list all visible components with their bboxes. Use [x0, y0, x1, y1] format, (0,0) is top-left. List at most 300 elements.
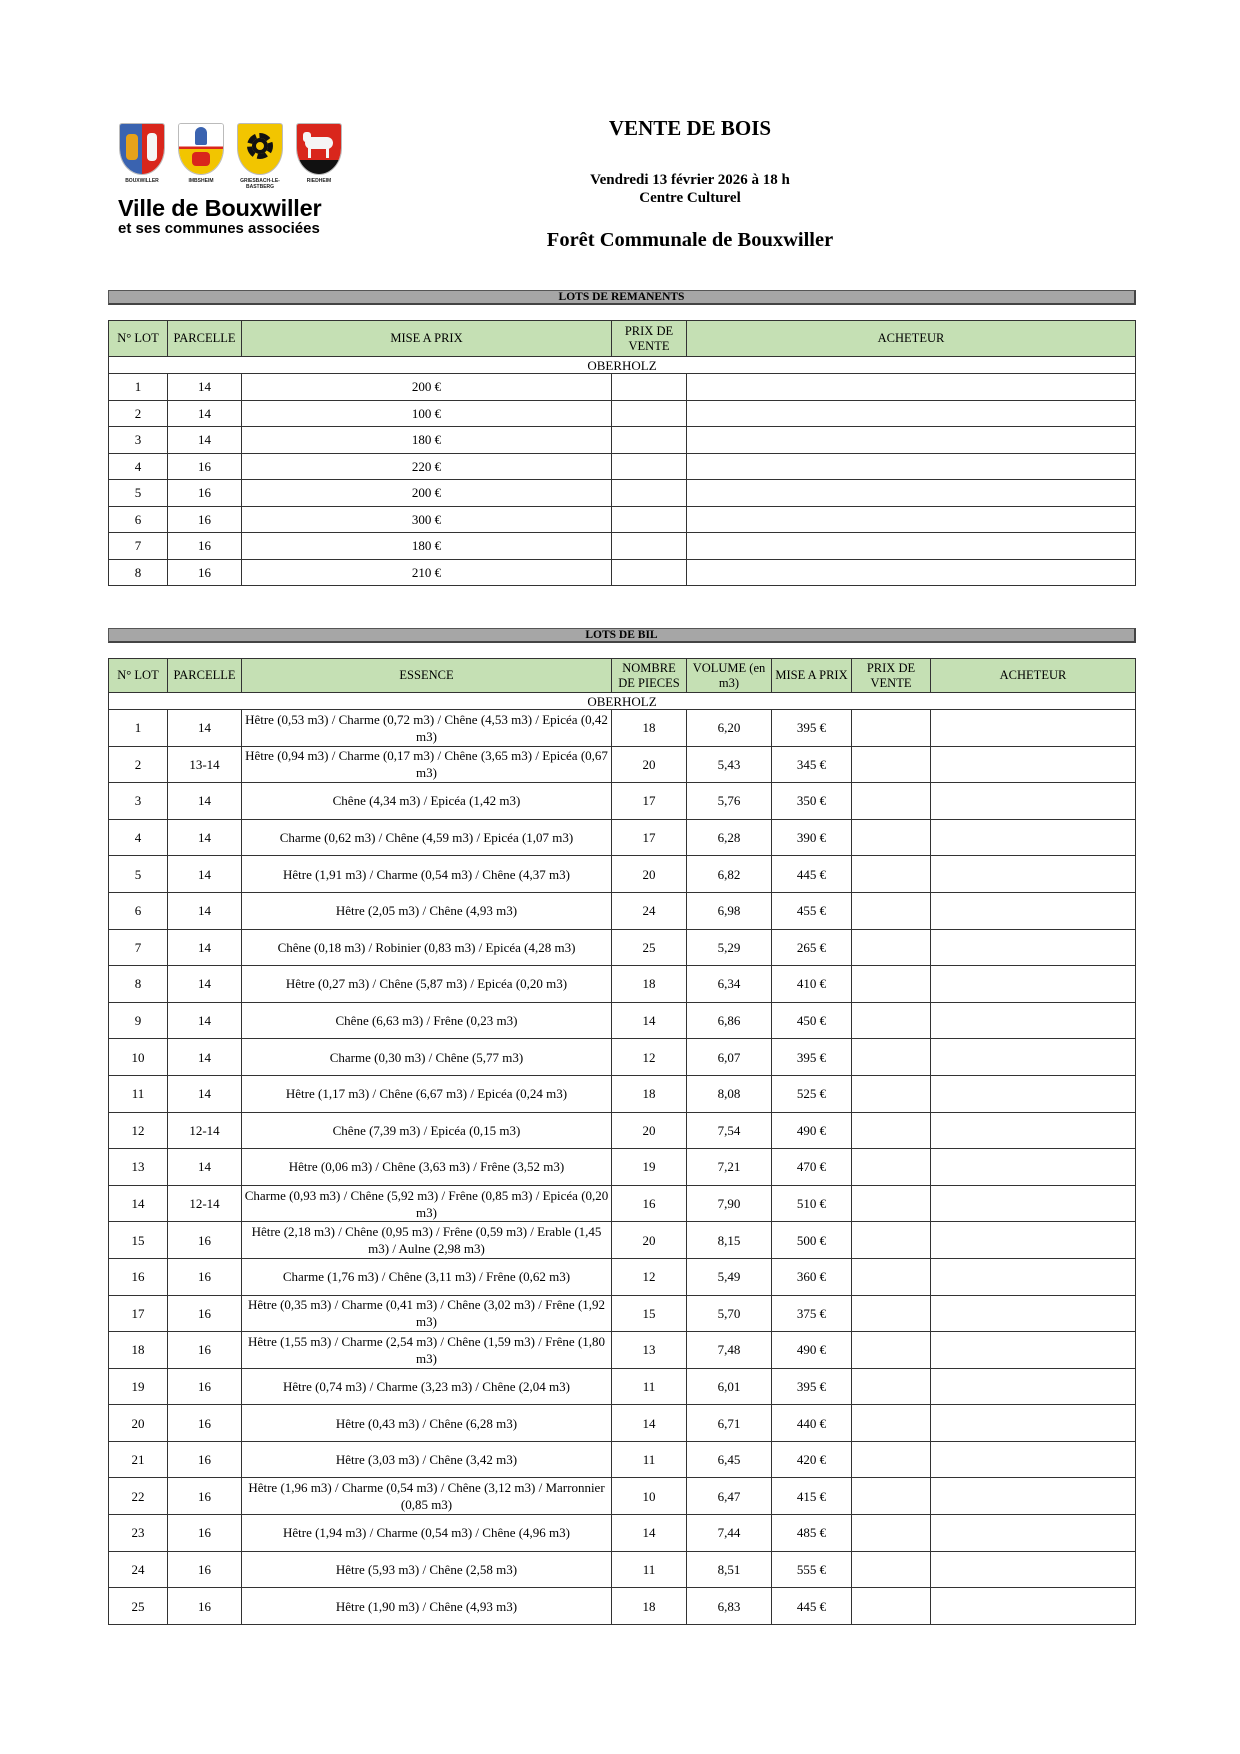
- commune-label: GRIESBACH-LE-BASTBERG: [240, 178, 280, 190]
- remanents-table: [108, 320, 1136, 586]
- cell-prix-de-vente[interactable]: [852, 1368, 931, 1405]
- cell-acheteur[interactable]: [687, 427, 1136, 454]
- table-row: [109, 1478, 1136, 1515]
- cell-lot: 7: [109, 533, 168, 560]
- cell-nombre-pieces: 14: [612, 1515, 687, 1552]
- cell-parcelle: 13-14: [168, 746, 242, 783]
- cell-prix-de-vente[interactable]: [852, 929, 931, 966]
- cell-parcelle: 14: [168, 929, 242, 966]
- cell-volume: 6,20: [687, 710, 772, 747]
- coat-of-arms-imbsheim: [179, 124, 223, 190]
- cell-parcelle: 16: [168, 453, 242, 480]
- cell-lot: 2: [109, 746, 168, 783]
- cell-lot: 5: [109, 856, 168, 893]
- table-row: [109, 1405, 1136, 1442]
- col-header-nombre-pieces: NOMBRE DE PIECES: [612, 659, 687, 693]
- cell-parcelle: 16: [168, 1441, 242, 1478]
- cell-nombre-pieces: 12: [612, 1039, 687, 1076]
- cell-acheteur[interactable]: [931, 1332, 1136, 1369]
- cell-mise-a-prix: 350 €: [772, 783, 852, 820]
- cell-mise-a-prix: 100 €: [242, 400, 612, 427]
- cell-acheteur[interactable]: [931, 1515, 1136, 1552]
- table-row: [109, 1149, 1136, 1186]
- cell-prix-de-vente[interactable]: [852, 1515, 931, 1552]
- table-row: [109, 400, 1136, 427]
- cell-acheteur[interactable]: [931, 1222, 1136, 1259]
- cell-essence: Charme (0,62 m3) / Chêne (4,59 m3) / Epicéa (1,07 m3): [242, 819, 612, 856]
- cell-parcelle: 14: [168, 427, 242, 454]
- cell-volume: 6,07: [687, 1039, 772, 1076]
- cell-essence: Hêtre (1,55 m3) / Charme (2,54 m3) / Chêne (1,59 m3) / Frêne (1,80 m3): [242, 1332, 612, 1369]
- table-row: [109, 1112, 1136, 1149]
- col-header-mise-a-prix: MISE A PRIX: [242, 321, 612, 357]
- cell-prix-de-vente[interactable]: [852, 856, 931, 893]
- table-row: [109, 374, 1136, 401]
- cell-essence: Chêne (7,39 m3) / Epicéa (0,15 m3): [242, 1112, 612, 1149]
- cell-prix-de-vente[interactable]: [612, 427, 687, 454]
- cell-parcelle: 14: [168, 1002, 242, 1039]
- cell-nombre-pieces: 24: [612, 892, 687, 929]
- table-row: [109, 1368, 1136, 1405]
- table-header-row: [109, 659, 1136, 693]
- event-venue: Centre Culturel: [639, 190, 741, 206]
- col-header-acheteur: ACHETEUR: [687, 321, 1136, 357]
- cell-parcelle: 16: [168, 1515, 242, 1552]
- cell-prix-de-vente[interactable]: [852, 892, 931, 929]
- cell-essence: Hêtre (2,18 m3) / Chêne (0,95 m3) / Frêne (0,59 m3) / Erable (1,45 m3) / Aulne (2,98 m3): [242, 1222, 612, 1259]
- col-header-mise-a-prix: MISE A PRIX: [772, 659, 852, 693]
- cell-volume: 7,44: [687, 1515, 772, 1552]
- cell-mise-a-prix: 450 €: [772, 1002, 852, 1039]
- cell-mise-a-prix: 555 €: [772, 1551, 852, 1588]
- cell-acheteur[interactable]: [931, 1478, 1136, 1515]
- cell-acheteur[interactable]: [931, 1588, 1136, 1625]
- shield-icon: [297, 124, 341, 174]
- table-row: [109, 966, 1136, 1003]
- cell-volume: 5,76: [687, 783, 772, 820]
- cell-prix-de-vente[interactable]: [852, 1112, 931, 1149]
- cell-prix-de-vente[interactable]: [852, 1478, 931, 1515]
- cell-mise-a-prix: 200 €: [242, 480, 612, 507]
- cell-nombre-pieces: 17: [612, 819, 687, 856]
- cell-lot: 25: [109, 1588, 168, 1625]
- cell-acheteur[interactable]: [931, 710, 1136, 747]
- commune-label: BOUXWILLER: [125, 178, 159, 184]
- cell-mise-a-prix: 420 €: [772, 1441, 852, 1478]
- cell-mise-a-prix: 485 €: [772, 1515, 852, 1552]
- cell-essence: Hêtre (0,27 m3) / Chêne (5,87 m3) / Epicéa (0,20 m3): [242, 966, 612, 1003]
- table-row: [109, 929, 1136, 966]
- cell-prix-de-vente[interactable]: [612, 374, 687, 401]
- cell-prix-de-vente[interactable]: [612, 400, 687, 427]
- cell-nombre-pieces: 20: [612, 746, 687, 783]
- section-bar-remanents: LOTS DE REMANENTS: [108, 290, 1136, 305]
- table-row: [109, 1222, 1136, 1259]
- cell-volume: 6,86: [687, 1002, 772, 1039]
- cell-parcelle: 16: [168, 559, 242, 586]
- cell-acheteur[interactable]: [931, 746, 1136, 783]
- cell-parcelle: 16: [168, 1405, 242, 1442]
- cell-acheteur[interactable]: [931, 1551, 1136, 1588]
- shield-icon: [120, 124, 164, 174]
- cell-lot: 7: [109, 929, 168, 966]
- cell-parcelle: 14: [168, 966, 242, 1003]
- cell-acheteur[interactable]: [687, 533, 1136, 560]
- cell-parcelle: 16: [168, 533, 242, 560]
- cell-mise-a-prix: 360 €: [772, 1258, 852, 1295]
- cell-acheteur[interactable]: [931, 1002, 1136, 1039]
- cell-lot: 22: [109, 1478, 168, 1515]
- cell-nombre-pieces: 16: [612, 1185, 687, 1222]
- cell-essence: Hêtre (2,05 m3) / Chêne (4,93 m3): [242, 892, 612, 929]
- cell-parcelle: 14: [168, 400, 242, 427]
- cell-prix-de-vente[interactable]: [612, 506, 687, 533]
- cell-lot: 11: [109, 1075, 168, 1112]
- cell-essence: Chêne (6,63 m3) / Frêne (0,23 m3): [242, 1002, 612, 1039]
- coat-of-arms-griesbach: [238, 124, 282, 190]
- cell-prix-de-vente[interactable]: [852, 1295, 931, 1332]
- cell-prix-de-vente[interactable]: [852, 1405, 931, 1442]
- table-row: [109, 506, 1136, 533]
- cell-lot: 1: [109, 374, 168, 401]
- cell-nombre-pieces: 13: [612, 1332, 687, 1369]
- cell-essence: Chêne (0,18 m3) / Robinier (0,83 m3) / Epicéa (4,28 m3): [242, 929, 612, 966]
- cell-acheteur[interactable]: [687, 506, 1136, 533]
- cell-nombre-pieces: 11: [612, 1551, 687, 1588]
- cell-essence: Hêtre (1,90 m3) / Chêne (4,93 m3): [242, 1588, 612, 1625]
- cell-volume: 6,45: [687, 1441, 772, 1478]
- cell-lot: 5: [109, 480, 168, 507]
- cell-mise-a-prix: 210 €: [242, 559, 612, 586]
- cell-mise-a-prix: 395 €: [772, 1039, 852, 1076]
- cell-lot: 13: [109, 1149, 168, 1186]
- cell-mise-a-prix: 390 €: [772, 819, 852, 856]
- cell-mise-a-prix: 395 €: [772, 710, 852, 747]
- cell-essence: Hêtre (0,35 m3) / Charme (0,41 m3) / Chêne (3,02 m3) / Frêne (1,92 m3): [242, 1295, 612, 1332]
- cell-mise-a-prix: 500 €: [772, 1222, 852, 1259]
- cell-prix-de-vente[interactable]: [852, 1185, 931, 1222]
- col-header-lot: N° LOT: [109, 659, 168, 693]
- cell-lot: 15: [109, 1222, 168, 1259]
- cell-parcelle: 12-14: [168, 1185, 242, 1222]
- cell-parcelle: 16: [168, 1332, 242, 1369]
- table-row: [109, 453, 1136, 480]
- cell-essence: Chêne (4,34 m3) / Epicéa (1,42 m3): [242, 783, 612, 820]
- table-row: [109, 1588, 1136, 1625]
- cell-acheteur[interactable]: [931, 819, 1136, 856]
- cell-prix-de-vente[interactable]: [852, 1551, 931, 1588]
- cell-parcelle: 14: [168, 856, 242, 893]
- cell-parcelle: 16: [168, 1551, 242, 1588]
- cell-mise-a-prix: 300 €: [242, 506, 612, 533]
- cell-volume: 8,08: [687, 1075, 772, 1112]
- cell-nombre-pieces: 20: [612, 1112, 687, 1149]
- coat-of-arms-riedheim: [297, 124, 341, 190]
- cell-nombre-pieces: 18: [612, 1588, 687, 1625]
- table-row: [109, 533, 1136, 560]
- cell-acheteur[interactable]: [931, 1112, 1136, 1149]
- location-label: OBERHOLZ: [109, 693, 1136, 710]
- cell-nombre-pieces: 19: [612, 1149, 687, 1186]
- cell-mise-a-prix: 265 €: [772, 929, 852, 966]
- cell-acheteur[interactable]: [931, 1039, 1136, 1076]
- cell-lot: 4: [109, 453, 168, 480]
- cell-mise-a-prix: 180 €: [242, 427, 612, 454]
- cell-nombre-pieces: 18: [612, 966, 687, 1003]
- cell-acheteur[interactable]: [931, 1405, 1136, 1442]
- cell-parcelle: 16: [168, 1478, 242, 1515]
- cell-mise-a-prix: 395 €: [772, 1368, 852, 1405]
- cell-lot: 19: [109, 1368, 168, 1405]
- cell-lot: 1: [109, 710, 168, 747]
- col-header-parcelle: PARCELLE: [168, 659, 242, 693]
- cell-prix-de-vente[interactable]: [852, 1588, 931, 1625]
- cell-prix-de-vente[interactable]: [852, 1332, 931, 1369]
- cell-acheteur[interactable]: [931, 783, 1136, 820]
- cell-essence: Hêtre (1,17 m3) / Chêne (6,67 m3) / Epicéa (0,24 m3): [242, 1075, 612, 1112]
- cell-acheteur[interactable]: [931, 856, 1136, 893]
- commune-label: RIEDHEIM: [306, 178, 332, 184]
- cell-acheteur[interactable]: [931, 1368, 1136, 1405]
- section-bar-bil: LOTS DE BIL: [108, 628, 1136, 643]
- table-row: [109, 710, 1136, 747]
- table-row: [109, 892, 1136, 929]
- cell-lot: 18: [109, 1332, 168, 1369]
- cell-prix-de-vente[interactable]: [852, 1002, 931, 1039]
- cell-mise-a-prix: 375 €: [772, 1295, 852, 1332]
- cell-nombre-pieces: 20: [612, 1222, 687, 1259]
- cell-prix-de-vente[interactable]: [852, 1441, 931, 1478]
- table-row: [109, 427, 1136, 454]
- table-row: [109, 1295, 1136, 1332]
- cell-prix-de-vente[interactable]: [852, 1222, 931, 1259]
- cell-volume: 6,83: [687, 1588, 772, 1625]
- cell-lot: 14: [109, 1185, 168, 1222]
- cell-mise-a-prix: 525 €: [772, 1075, 852, 1112]
- cell-lot: 16: [109, 1258, 168, 1295]
- cell-parcelle: 16: [168, 506, 242, 533]
- cell-acheteur[interactable]: [687, 374, 1136, 401]
- logo-title: Ville de Bouxwiller: [118, 195, 322, 221]
- cell-lot: 9: [109, 1002, 168, 1039]
- cell-prix-de-vente[interactable]: [852, 1039, 931, 1076]
- event-details: [480, 171, 900, 207]
- cell-acheteur[interactable]: [931, 1441, 1136, 1478]
- cell-prix-de-vente[interactable]: [612, 453, 687, 480]
- cell-acheteur[interactable]: [931, 1185, 1136, 1222]
- cell-lot: 6: [109, 506, 168, 533]
- cell-acheteur[interactable]: [931, 1075, 1136, 1112]
- table-row: [109, 559, 1136, 586]
- shield-icon: [179, 124, 223, 174]
- cell-lot: 17: [109, 1295, 168, 1332]
- coat-of-arms-row: [120, 124, 350, 190]
- cell-mise-a-prix: 180 €: [242, 533, 612, 560]
- cell-mise-a-prix: 490 €: [772, 1332, 852, 1369]
- cell-acheteur[interactable]: [687, 480, 1136, 507]
- shield-icon: [238, 124, 282, 174]
- cell-mise-a-prix: 470 €: [772, 1149, 852, 1186]
- table-row: [109, 1185, 1136, 1222]
- cell-mise-a-prix: 445 €: [772, 1588, 852, 1625]
- cell-nombre-pieces: 20: [612, 856, 687, 893]
- cell-volume: 5,49: [687, 1258, 772, 1295]
- table-row: [109, 1002, 1136, 1039]
- cell-prix-de-vente[interactable]: [852, 1258, 931, 1295]
- location-row: [109, 357, 1136, 374]
- cell-lot: 3: [109, 783, 168, 820]
- cell-acheteur[interactable]: [687, 400, 1136, 427]
- cell-nombre-pieces: 12: [612, 1258, 687, 1295]
- table-row: [109, 1039, 1136, 1076]
- cell-prix-de-vente[interactable]: [852, 746, 931, 783]
- cell-parcelle: 16: [168, 1588, 242, 1625]
- cell-volume: 5,29: [687, 929, 772, 966]
- cell-parcelle: 14: [168, 1075, 242, 1112]
- cell-mise-a-prix: 455 €: [772, 892, 852, 929]
- cell-parcelle: 14: [168, 374, 242, 401]
- cell-essence: Hêtre (1,96 m3) / Charme (0,54 m3) / Chêne (3,12 m3) / Marronnier (0,85 m3): [242, 1478, 612, 1515]
- cell-parcelle: 14: [168, 783, 242, 820]
- commune-label: IMBSHEIM: [188, 178, 214, 184]
- cell-essence: Charme (1,76 m3) / Chêne (3,11 m3) / Frêne (0,62 m3): [242, 1258, 612, 1295]
- table-row: [109, 856, 1136, 893]
- table-row: [109, 1075, 1136, 1112]
- cell-mise-a-prix: 220 €: [242, 453, 612, 480]
- cell-parcelle: 16: [168, 1258, 242, 1295]
- cell-essence: Hêtre (0,74 m3) / Charme (3,23 m3) / Chêne (2,04 m3): [242, 1368, 612, 1405]
- col-header-lot: N° LOT: [109, 321, 168, 357]
- location-row: [109, 693, 1136, 710]
- cell-lot: 10: [109, 1039, 168, 1076]
- cell-prix-de-vente[interactable]: [852, 966, 931, 1003]
- table-header-row: [109, 321, 1136, 357]
- cell-volume: 8,15: [687, 1222, 772, 1259]
- document-title: VENTE DE BOIS: [608, 116, 772, 140]
- cell-lot: 20: [109, 1405, 168, 1442]
- cell-essence: Hêtre (0,94 m3) / Charme (0,17 m3) / Chêne (3,65 m3) / Epicéa (0,67 m3): [242, 746, 612, 783]
- cell-lot: 24: [109, 1551, 168, 1588]
- cell-acheteur[interactable]: [931, 1149, 1136, 1186]
- cell-prix-de-vente[interactable]: [852, 710, 931, 747]
- cell-acheteur[interactable]: [931, 892, 1136, 929]
- col-header-prix-de-vente: PRIX DE VENTE: [612, 321, 687, 357]
- cell-mise-a-prix: 440 €: [772, 1405, 852, 1442]
- cell-acheteur[interactable]: [931, 1258, 1136, 1295]
- cell-nombre-pieces: 10: [612, 1478, 687, 1515]
- cell-volume: 5,43: [687, 746, 772, 783]
- cell-essence: Hêtre (0,06 m3) / Chêne (3,63 m3) / Frêne (3,52 m3): [242, 1149, 612, 1186]
- cell-parcelle: 12-14: [168, 1112, 242, 1149]
- cell-prix-de-vente[interactable]: [852, 783, 931, 820]
- cell-volume: 6,47: [687, 1478, 772, 1515]
- cell-acheteur[interactable]: [931, 929, 1136, 966]
- cell-volume: 6,98: [687, 892, 772, 929]
- table-row: [109, 1332, 1136, 1369]
- table-row: [109, 746, 1136, 783]
- cell-parcelle: 14: [168, 819, 242, 856]
- cell-nombre-pieces: 14: [612, 1405, 687, 1442]
- cell-nombre-pieces: 18: [612, 1075, 687, 1112]
- cell-acheteur[interactable]: [687, 453, 1136, 480]
- forest-name: Forêt Communale de Bouxwiller: [546, 229, 834, 251]
- coat-of-arms-bouxwiller: [120, 124, 164, 190]
- cell-nombre-pieces: 15: [612, 1295, 687, 1332]
- cell-essence: Hêtre (0,43 m3) / Chêne (6,28 m3): [242, 1405, 612, 1442]
- cell-lot: 8: [109, 966, 168, 1003]
- cell-parcelle: 14: [168, 892, 242, 929]
- cell-lot: 6: [109, 892, 168, 929]
- cell-lot: 23: [109, 1515, 168, 1552]
- cell-lot: 8: [109, 559, 168, 586]
- cell-lot: 3: [109, 427, 168, 454]
- cell-essence: Hêtre (0,53 m3) / Charme (0,72 m3) / Chêne (4,53 m3) / Epicéa (0,42 m3): [242, 710, 612, 747]
- municipal-logo: [118, 124, 350, 237]
- cell-mise-a-prix: 445 €: [772, 856, 852, 893]
- cell-volume: 7,21: [687, 1149, 772, 1186]
- col-header-essence: ESSENCE: [242, 659, 612, 693]
- cell-prix-de-vente[interactable]: [612, 533, 687, 560]
- cell-volume: 7,90: [687, 1185, 772, 1222]
- bil-table: [108, 658, 1136, 1625]
- table-row: [109, 1515, 1136, 1552]
- col-header-volume: VOLUME (en m3): [687, 659, 772, 693]
- cell-lot: 12: [109, 1112, 168, 1149]
- cell-nombre-pieces: 11: [612, 1368, 687, 1405]
- cell-parcelle: 14: [168, 1149, 242, 1186]
- cell-lot: 4: [109, 819, 168, 856]
- table-row: [109, 819, 1136, 856]
- cell-prix-de-vente[interactable]: [612, 559, 687, 586]
- cell-nombre-pieces: 18: [612, 710, 687, 747]
- cell-nombre-pieces: 25: [612, 929, 687, 966]
- cell-parcelle: 16: [168, 1368, 242, 1405]
- cell-acheteur[interactable]: [687, 559, 1136, 586]
- cell-volume: 5,70: [687, 1295, 772, 1332]
- cell-prix-de-vente[interactable]: [852, 1075, 931, 1112]
- table-row: [109, 783, 1136, 820]
- cell-volume: 6,28: [687, 819, 772, 856]
- cell-prix-de-vente[interactable]: [612, 480, 687, 507]
- table-row: [109, 1441, 1136, 1478]
- cell-essence: Hêtre (1,91 m3) / Charme (0,54 m3) / Chêne (4,37 m3): [242, 856, 612, 893]
- col-header-acheteur: ACHETEUR: [931, 659, 1136, 693]
- cell-prix-de-vente[interactable]: [852, 819, 931, 856]
- cell-nombre-pieces: 14: [612, 1002, 687, 1039]
- cell-parcelle: 16: [168, 480, 242, 507]
- cell-volume: 6,34: [687, 966, 772, 1003]
- cell-volume: 6,71: [687, 1405, 772, 1442]
- cell-mise-a-prix: 200 €: [242, 374, 612, 401]
- cell-parcelle: 14: [168, 1039, 242, 1076]
- cell-prix-de-vente[interactable]: [852, 1149, 931, 1186]
- cell-volume: 6,82: [687, 856, 772, 893]
- table-row: [109, 1258, 1136, 1295]
- cell-essence: Charme (0,93 m3) / Chêne (5,92 m3) / Frêne (0,85 m3) / Epicéa (0,20 m3): [242, 1185, 612, 1222]
- cell-essence: Hêtre (1,94 m3) / Charme (0,54 m3) / Chêne (4,96 m3): [242, 1515, 612, 1552]
- cell-nombre-pieces: 17: [612, 783, 687, 820]
- cell-parcelle: 16: [168, 1295, 242, 1332]
- col-header-prix-de-vente: PRIX DE VENTE: [852, 659, 931, 693]
- cell-lot: 21: [109, 1441, 168, 1478]
- cell-volume: 8,51: [687, 1551, 772, 1588]
- cell-volume: 7,48: [687, 1332, 772, 1369]
- logo-subtitle: et ses communes associées: [118, 220, 320, 237]
- cell-essence: Hêtre (3,03 m3) / Chêne (3,42 m3): [242, 1441, 612, 1478]
- cell-lot: 2: [109, 400, 168, 427]
- cell-acheteur[interactable]: [931, 1295, 1136, 1332]
- cell-acheteur[interactable]: [931, 966, 1136, 1003]
